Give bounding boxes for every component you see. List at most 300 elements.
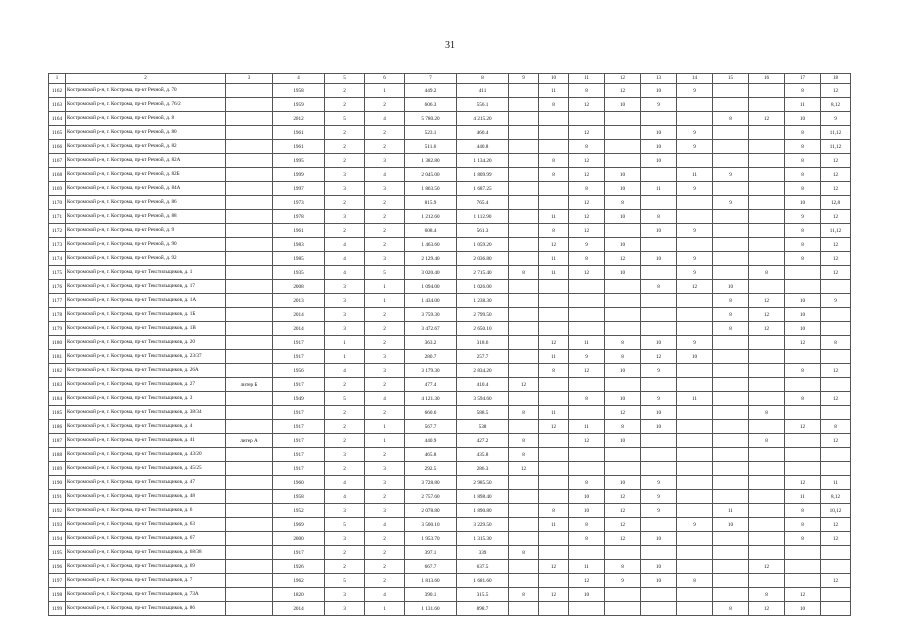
work-type-cell <box>713 560 749 574</box>
page-number: 31 <box>445 40 455 51</box>
column-number-header: 6 <box>365 74 405 84</box>
work-type-cell <box>749 238 785 252</box>
year-built-cell: 1926 <box>273 560 325 574</box>
address-cell: Костромской р-н, г. Кострома, пр-кт Текстильщиков, д. 1А <box>66 294 226 308</box>
address-cell: Костромской р-н, г. Кострома, пр-кт Текстильщиков, д. 67 <box>66 532 226 546</box>
work-type-cell <box>605 378 641 392</box>
table-row <box>49 350 851 364</box>
work-type-cell <box>509 126 539 140</box>
table-row <box>49 154 851 168</box>
work-type-cell: 9 <box>677 84 713 98</box>
entrances-cell: 3 <box>365 476 405 490</box>
letter-cell <box>226 476 273 490</box>
work-type-cell: 11 <box>677 392 713 406</box>
work-type-cell <box>713 420 749 434</box>
work-type-cell: 10 <box>641 560 677 574</box>
entrances-cell: 4 <box>365 112 405 126</box>
work-type-cell <box>605 602 641 616</box>
work-type-cell: 10 <box>605 238 641 252</box>
year-built-cell: 2014 <box>273 308 325 322</box>
floors-cell: 3 <box>325 308 365 322</box>
column-number-row <box>49 74 851 84</box>
column-number-header: 7 <box>405 74 457 84</box>
work-type-cell: 10 <box>605 210 641 224</box>
work-type-cell <box>641 602 677 616</box>
living-area-cell: 257.7 <box>457 350 509 364</box>
work-type-cell: 8 <box>785 224 821 238</box>
work-type-cell: 9 <box>569 238 605 252</box>
column-number-header: 2 <box>66 74 226 84</box>
work-type-cell: 12 <box>539 420 569 434</box>
floors-cell: 2 <box>325 434 365 448</box>
work-type-cell: 8 <box>785 252 821 266</box>
column-number-header: 4 <box>273 74 325 84</box>
total-area-cell: 3 179.30 <box>405 364 457 378</box>
work-type-cell: 8 <box>749 434 785 448</box>
letter-cell <box>226 154 273 168</box>
work-type-cell <box>509 574 539 588</box>
letter-cell <box>226 532 273 546</box>
entrances-cell: 2 <box>365 98 405 112</box>
work-type-cell <box>749 392 785 406</box>
letter-cell <box>226 364 273 378</box>
work-type-cell <box>713 462 749 476</box>
work-type-cell: 10 <box>641 224 677 238</box>
work-type-cell: 8 <box>785 154 821 168</box>
year-built-cell: 1995 <box>273 154 325 168</box>
work-type-cell <box>749 154 785 168</box>
column-number-header: 5 <box>325 74 365 84</box>
row-number-cell: 1184 <box>49 392 66 406</box>
entrances-cell: 3 <box>365 364 405 378</box>
year-built-cell: 1983 <box>273 238 325 252</box>
living-area-cell: 1 112.90 <box>457 210 509 224</box>
living-area-cell: 1 026.00 <box>457 280 509 294</box>
work-type-cell <box>785 280 821 294</box>
row-number-cell: 1169 <box>49 182 66 196</box>
floors-cell: 4 <box>325 238 365 252</box>
work-type-cell: 10 <box>785 602 821 616</box>
work-type-cell <box>641 294 677 308</box>
work-type-cell <box>785 574 821 588</box>
year-built-cell: 1956 <box>273 364 325 378</box>
work-type-cell <box>749 364 785 378</box>
work-type-cell: 12 <box>539 588 569 602</box>
address-cell: Костромской р-н, г. Кострома, пр-кт Текстильщиков, д. 41 <box>66 434 226 448</box>
address-cell: Костромской р-н, г. Кострома, пр-кт Речной, д. 70 <box>66 84 226 98</box>
work-type-cell <box>509 364 539 378</box>
address-cell: Костромской р-н, г. Кострома, пр-кт Речной, д. 88 <box>66 210 226 224</box>
work-type-cell: 8,12 <box>821 490 851 504</box>
work-type-cell <box>677 448 713 462</box>
work-type-cell <box>509 168 539 182</box>
work-type-cell: 12,8 <box>821 196 851 210</box>
address-cell: Костромской р-н, г. Кострома, пр-кт Текстильщиков, д. 7 <box>66 574 226 588</box>
table-row <box>49 336 851 350</box>
work-type-cell <box>569 280 605 294</box>
work-type-cell <box>539 308 569 322</box>
total-area-cell: 1 131.60 <box>405 602 457 616</box>
letter-cell <box>226 336 273 350</box>
address-cell: Костромской р-н, г. Кострома, пр-кт Текстильщиков, д. 4 <box>66 420 226 434</box>
work-type-cell: 9 <box>677 140 713 154</box>
living-area-cell: 339 <box>457 546 509 560</box>
work-type-cell: 9 <box>641 504 677 518</box>
work-type-cell <box>509 154 539 168</box>
work-type-cell <box>539 434 569 448</box>
work-type-cell: 10 <box>605 98 641 112</box>
row-number-cell: 1176 <box>49 280 66 294</box>
living-area-cell: 588.5 <box>457 406 509 420</box>
letter-cell <box>226 238 273 252</box>
letter-cell <box>226 448 273 462</box>
row-number-cell: 1198 <box>49 588 66 602</box>
entrances-cell: 1 <box>365 434 405 448</box>
year-built-cell: 1917 <box>273 434 325 448</box>
work-type-cell <box>539 574 569 588</box>
work-type-cell <box>677 294 713 308</box>
work-type-cell: 9 <box>713 168 749 182</box>
work-type-cell <box>605 140 641 154</box>
work-type-cell: 10 <box>641 154 677 168</box>
work-type-cell: 10 <box>785 308 821 322</box>
work-type-cell <box>509 294 539 308</box>
row-number-cell: 1165 <box>49 126 66 140</box>
work-type-cell <box>677 560 713 574</box>
work-type-cell: 11,12 <box>821 126 851 140</box>
total-area-cell: 449.2 <box>405 84 457 98</box>
living-area-cell: 637.5 <box>457 560 509 574</box>
work-type-cell: 8 <box>605 336 641 350</box>
table-row <box>49 574 851 588</box>
work-type-cell: 8 <box>509 448 539 462</box>
work-type-cell <box>605 308 641 322</box>
work-type-cell <box>677 238 713 252</box>
work-type-cell <box>677 532 713 546</box>
work-type-cell: 9 <box>785 210 821 224</box>
table-row <box>49 182 851 196</box>
work-type-cell <box>641 448 677 462</box>
work-type-cell: 8 <box>749 588 785 602</box>
row-number-cell: 1177 <box>49 294 66 308</box>
work-type-cell <box>713 406 749 420</box>
column-number-header: 11 <box>569 74 605 84</box>
floors-cell: 2 <box>325 378 365 392</box>
work-type-cell: 9 <box>641 98 677 112</box>
living-area-cell: 2 985.50 <box>457 476 509 490</box>
work-type-cell: 11 <box>677 168 713 182</box>
entrances-cell: 2 <box>365 336 405 350</box>
work-type-cell: 11,12 <box>821 140 851 154</box>
row-number-cell: 1195 <box>49 546 66 560</box>
work-type-cell <box>713 448 749 462</box>
work-type-cell: 8 <box>569 140 605 154</box>
living-area-cell: 4 215.20 <box>457 112 509 126</box>
letter-cell: литер А <box>226 434 273 448</box>
work-type-cell: 10 <box>641 252 677 266</box>
living-area-cell: 411 <box>457 84 509 98</box>
entrances-cell: 5 <box>365 266 405 280</box>
work-type-cell: 12 <box>749 602 785 616</box>
row-number-cell: 1187 <box>49 434 66 448</box>
work-type-cell <box>749 574 785 588</box>
entrances-cell: 1 <box>365 602 405 616</box>
work-type-cell <box>785 560 821 574</box>
work-type-cell: 12 <box>821 364 851 378</box>
work-type-cell <box>605 448 641 462</box>
floors-cell: 2 <box>325 420 365 434</box>
address-cell: Костромской р-н, г. Кострома, пр-кт Речной, д. 92 <box>66 252 226 266</box>
work-type-cell <box>713 84 749 98</box>
work-type-cell <box>713 532 749 546</box>
column-number-header: 13 <box>641 74 677 84</box>
work-type-cell: 8 <box>539 154 569 168</box>
work-type-cell <box>713 350 749 364</box>
row-number-cell: 1183 <box>49 378 66 392</box>
work-type-cell <box>713 98 749 112</box>
entrances-cell: 2 <box>365 546 405 560</box>
work-type-cell <box>713 154 749 168</box>
entrances-cell: 2 <box>365 322 405 336</box>
work-type-cell <box>569 112 605 126</box>
work-type-cell <box>821 560 851 574</box>
work-type-cell <box>821 280 851 294</box>
work-type-cell: 12 <box>821 154 851 168</box>
work-type-cell: 12 <box>677 280 713 294</box>
row-number-cell: 1172 <box>49 224 66 238</box>
table-row <box>49 476 851 490</box>
work-type-cell <box>569 546 605 560</box>
work-type-cell <box>677 462 713 476</box>
table-row <box>49 462 851 476</box>
total-area-cell: 3 020.40 <box>405 266 457 280</box>
work-type-cell: 12 <box>509 462 539 476</box>
work-type-cell: 12 <box>821 266 851 280</box>
table-row <box>49 420 851 434</box>
work-type-cell <box>509 252 539 266</box>
work-type-cell: 12 <box>539 336 569 350</box>
work-type-cell: 8 <box>569 476 605 490</box>
total-area-cell: 2 129.40 <box>405 252 457 266</box>
table-row <box>49 560 851 574</box>
year-built-cell: 1949 <box>273 392 325 406</box>
letter-cell <box>226 308 273 322</box>
table-row <box>49 126 851 140</box>
address-cell: Костромской р-н, г. Кострома, пр-кт Текстильщиков, д. 20 <box>66 336 226 350</box>
work-type-cell <box>785 350 821 364</box>
total-area-cell: 5 780.20 <box>405 112 457 126</box>
work-type-cell <box>677 434 713 448</box>
entrances-cell: 3 <box>365 462 405 476</box>
year-built-cell: 1917 <box>273 378 325 392</box>
floors-cell: 2 <box>325 406 365 420</box>
total-area-cell: 606.3 <box>405 98 457 112</box>
work-type-cell: 11 <box>539 406 569 420</box>
work-type-cell <box>821 588 851 602</box>
letter-cell <box>226 280 273 294</box>
entrances-cell: 3 <box>365 154 405 168</box>
work-type-cell <box>713 574 749 588</box>
living-area-cell: 3 229.50 <box>457 518 509 532</box>
living-area-cell: 1 898.40 <box>457 490 509 504</box>
work-type-cell <box>605 546 641 560</box>
floors-cell: 2 <box>325 546 365 560</box>
work-type-cell: 10 <box>641 126 677 140</box>
work-type-cell: 12 <box>569 168 605 182</box>
floors-cell: 5 <box>325 518 365 532</box>
letter-cell <box>226 126 273 140</box>
row-number-cell: 1162 <box>49 84 66 98</box>
work-type-cell: 8 <box>785 126 821 140</box>
work-type-cell: 12 <box>605 490 641 504</box>
year-built-cell: 1917 <box>273 350 325 364</box>
work-type-cell: 8 <box>569 532 605 546</box>
address-cell: Костромской р-н, г. Кострома, пр-кт Текстильщиков, д. 86 <box>66 602 226 616</box>
total-area-cell: 567.7 <box>405 420 457 434</box>
table-row <box>49 168 851 182</box>
floors-cell: 4 <box>325 252 365 266</box>
work-type-cell: 8 <box>749 406 785 420</box>
work-type-cell: 10 <box>785 294 821 308</box>
work-type-cell <box>749 336 785 350</box>
work-type-cell <box>509 392 539 406</box>
work-type-cell: 10 <box>713 280 749 294</box>
living-area-cell: 1 890.80 <box>457 504 509 518</box>
work-type-cell <box>749 504 785 518</box>
entrances-cell: 4 <box>365 588 405 602</box>
row-number-cell: 1168 <box>49 168 66 182</box>
work-type-cell <box>641 322 677 336</box>
work-type-cell <box>509 322 539 336</box>
address-cell: Костромской р-н, г. Кострома, пр-кт Речной, д. 82Б <box>66 168 226 182</box>
floors-cell: 3 <box>325 532 365 546</box>
work-type-cell <box>641 518 677 532</box>
row-number-cell: 1178 <box>49 308 66 322</box>
year-built-cell: 1985 <box>273 252 325 266</box>
entrances-cell: 2 <box>365 238 405 252</box>
total-area-cell: 1 813.60 <box>405 574 457 588</box>
work-type-cell <box>749 448 785 462</box>
living-area-cell: 315.5 <box>457 588 509 602</box>
living-area-cell: 1 238.30 <box>457 294 509 308</box>
year-built-cell: 1978 <box>273 210 325 224</box>
work-type-cell <box>713 252 749 266</box>
letter-cell <box>226 350 273 364</box>
address-cell: Костромской р-н, г. Кострома, пр-кт Речной, д. 82А <box>66 154 226 168</box>
work-type-cell <box>509 182 539 196</box>
column-number-header: 18 <box>821 74 851 84</box>
work-type-cell: 10 <box>641 420 677 434</box>
work-type-cell <box>641 238 677 252</box>
work-type-cell: 12 <box>821 532 851 546</box>
work-type-cell: 12 <box>821 252 851 266</box>
table-row <box>49 280 851 294</box>
letter-cell <box>226 224 273 238</box>
work-type-cell <box>641 588 677 602</box>
work-type-cell <box>509 224 539 238</box>
row-number-cell: 1175 <box>49 266 66 280</box>
year-built-cell: 1961 <box>273 140 325 154</box>
floors-cell: 3 <box>325 294 365 308</box>
floors-cell: 5 <box>325 574 365 588</box>
row-number-cell: 1181 <box>49 350 66 364</box>
work-type-cell <box>509 98 539 112</box>
work-type-cell <box>713 476 749 490</box>
work-type-cell <box>749 518 785 532</box>
living-area-cell: 1 134.20 <box>457 154 509 168</box>
table-row <box>49 252 851 266</box>
work-type-cell <box>785 448 821 462</box>
work-type-cell: 12 <box>569 434 605 448</box>
total-area-cell: 2 757.60 <box>405 490 457 504</box>
work-type-cell <box>749 224 785 238</box>
work-type-cell: 8 <box>569 84 605 98</box>
entrances-cell: 1 <box>365 280 405 294</box>
work-type-cell <box>539 476 569 490</box>
floors-cell: 3 <box>325 588 365 602</box>
total-area-cell: 523.1 <box>405 126 457 140</box>
work-type-cell <box>713 210 749 224</box>
living-area-cell: 2 799.50 <box>457 308 509 322</box>
year-built-cell: 1969 <box>273 518 325 532</box>
work-type-cell: 12 <box>569 126 605 140</box>
floors-cell: 2 <box>325 126 365 140</box>
floors-cell: 3 <box>325 448 365 462</box>
work-type-cell: 12 <box>821 168 851 182</box>
work-type-cell <box>677 210 713 224</box>
work-type-cell <box>821 602 851 616</box>
work-type-cell <box>641 546 677 560</box>
work-type-cell <box>605 462 641 476</box>
year-built-cell: 1997 <box>273 182 325 196</box>
work-type-cell: 12 <box>605 406 641 420</box>
work-type-cell: 9 <box>677 126 713 140</box>
work-type-cell <box>677 490 713 504</box>
work-type-cell <box>539 378 569 392</box>
living-area-cell: 286.3 <box>457 462 509 476</box>
work-type-cell <box>539 126 569 140</box>
total-area-cell: 390.1 <box>405 588 457 602</box>
work-type-cell: 8 <box>569 392 605 406</box>
work-type-cell <box>569 322 605 336</box>
work-type-cell: 9 <box>641 490 677 504</box>
work-type-cell: 8 <box>509 434 539 448</box>
work-type-cell <box>539 294 569 308</box>
entrances-cell: 2 <box>365 574 405 588</box>
table-row <box>49 140 851 154</box>
work-type-cell <box>539 112 569 126</box>
letter-cell <box>226 294 273 308</box>
work-type-cell: 8 <box>569 252 605 266</box>
work-type-cell <box>821 462 851 476</box>
row-number-cell: 1171 <box>49 210 66 224</box>
year-built-cell: 1917 <box>273 336 325 350</box>
work-type-cell: 9 <box>605 574 641 588</box>
entrances-cell: 2 <box>365 140 405 154</box>
total-area-cell: 4 121.30 <box>405 392 457 406</box>
work-type-cell: 12 <box>821 574 851 588</box>
living-area-cell: 2 834.20 <box>457 364 509 378</box>
year-built-cell: 2012 <box>273 112 325 126</box>
letter-cell <box>226 560 273 574</box>
work-type-cell: 9 <box>677 336 713 350</box>
work-type-cell <box>569 602 605 616</box>
letter-cell <box>226 462 273 476</box>
work-type-cell <box>509 420 539 434</box>
column-number-header: 1 <box>49 74 66 84</box>
table-row <box>49 308 851 322</box>
row-number-cell: 1166 <box>49 140 66 154</box>
